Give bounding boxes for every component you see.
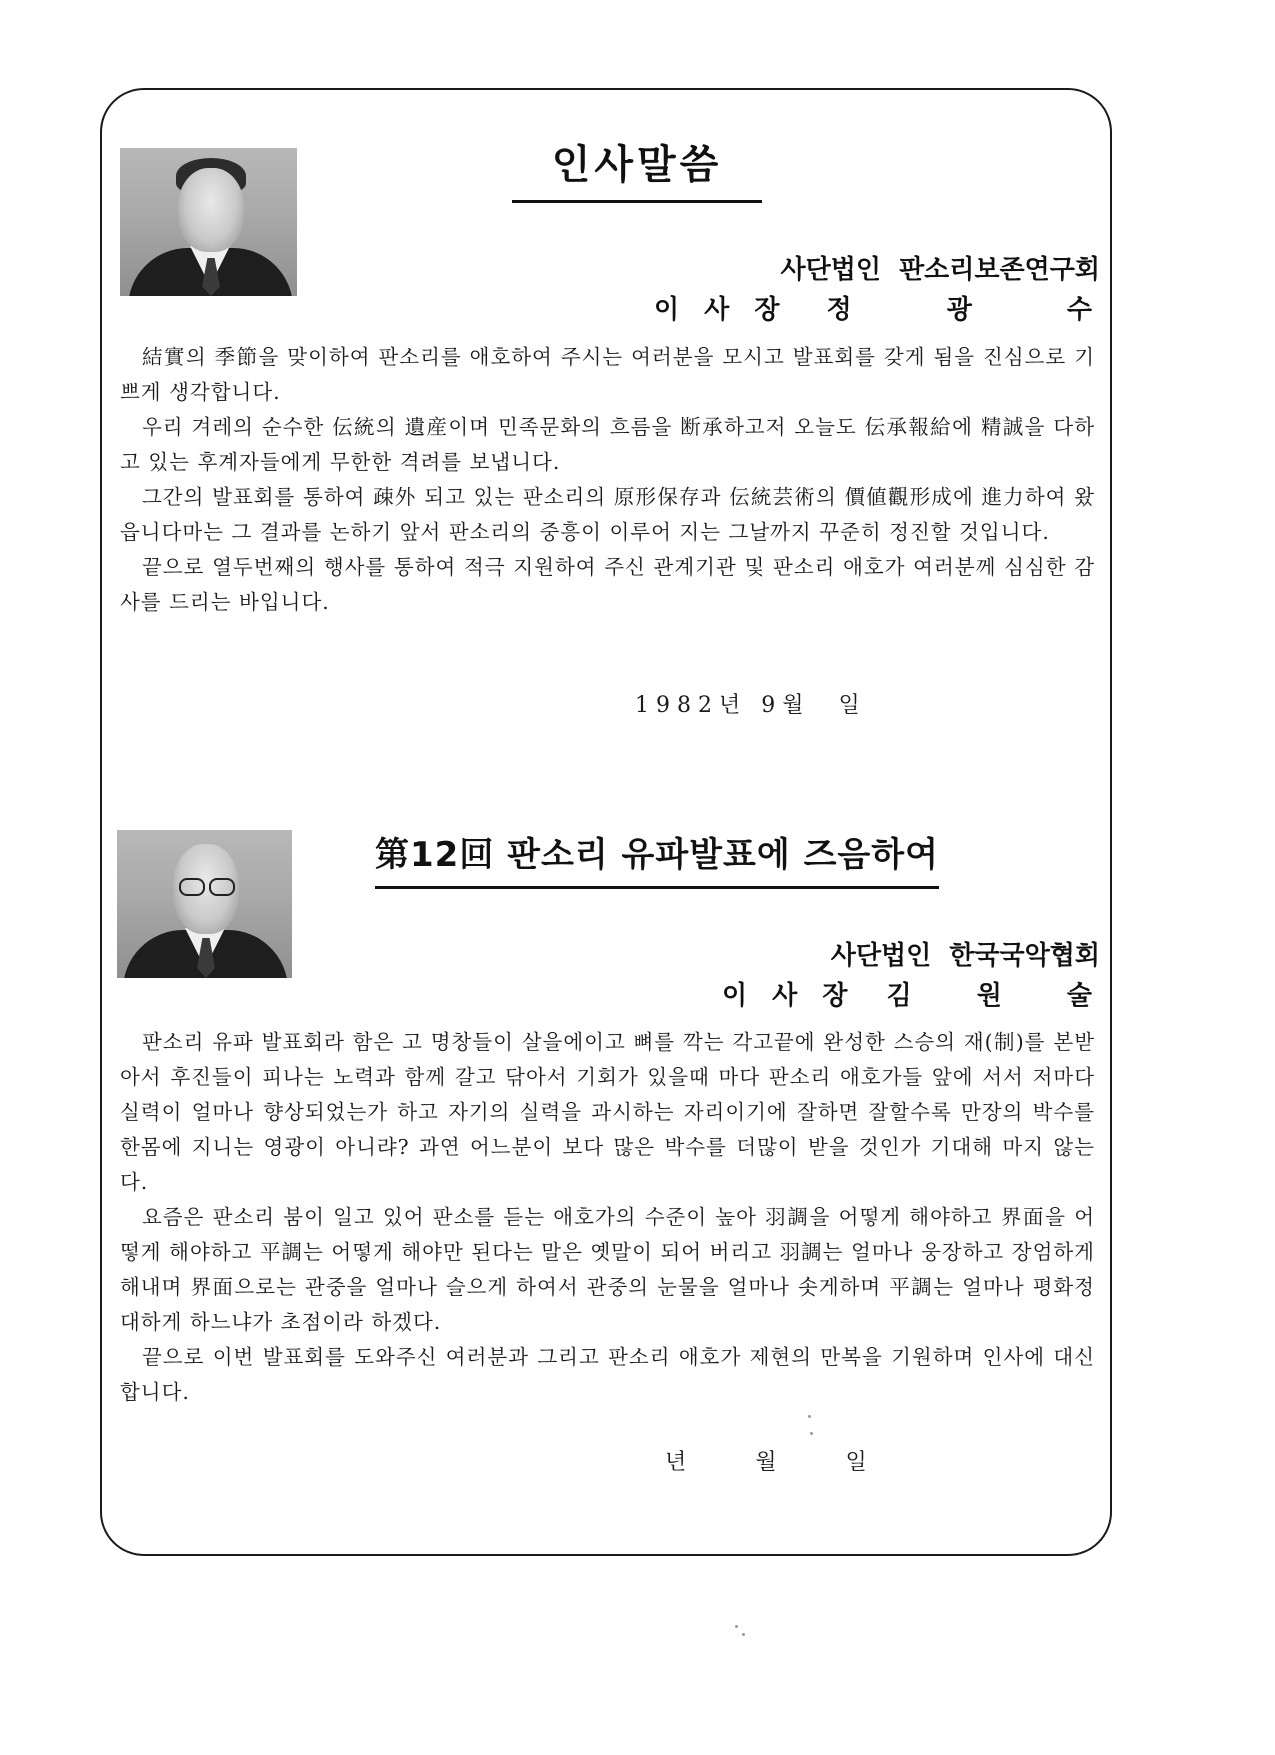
portrait-photo-chairman-1	[120, 148, 297, 296]
portrait-photo-chairman-2	[117, 830, 292, 978]
greeting-paragraph: 끝으로 열두번째의 행사를 통하여 적극 지원하여 주신 관계기관 및 판소리 애호가 여러분께 심심한 감사를 드리는 바입니다.	[120, 555, 1095, 614]
address-name-2: 원	[976, 981, 1010, 1011]
address-date-day: 일	[845, 1450, 874, 1475]
scan-speck	[735, 1625, 738, 1628]
greeting-byline	[654, 250, 1100, 330]
address-name-1: 김	[886, 981, 920, 1011]
address-name-3: 술	[1066, 981, 1100, 1011]
scan-speck	[808, 1415, 811, 1418]
address-date	[665, 1445, 874, 1476]
greeting-name-3: 수	[1066, 295, 1100, 325]
greeting-title: 인사말씀	[512, 133, 762, 203]
greeting-role: 이 사 장	[653, 295, 788, 325]
greeting-name-2: 광	[946, 295, 980, 325]
scan-speck	[742, 1633, 745, 1636]
greeting-paragraph: 그간의 발표회를 통하여 疎外 되고 있는 판소리의 原形保存과 伝統芸術의 價値觀形成에 進力하여 왔읍니다마는 그 결과를 논하기 앞서 판소리의 중흥이 이루어 지는 그날까지 꾸준히 정진할 것입니다.	[120, 485, 1095, 544]
address-chairman	[722, 976, 1100, 1016]
greeting-paragraph: 우리 겨레의 순수한 伝統의 遺産이며 민족문화의 흐름을 断承하고저 오늘도 伝承報給에 精誠을 다하고 있는 후계자들에게 무한한 격려를 보냅니다.	[120, 415, 1095, 474]
greeting-chairman	[654, 290, 1100, 330]
scan-speck	[810, 1432, 813, 1435]
address-paragraph: 끝으로 이번 발표회를 도와주신 여러분과 그리고 판소리 애호가 제현의 만복을 기원하며 인사에 대신합니다.	[120, 1345, 1095, 1404]
greeting-date: 1982년 9월 일	[635, 693, 867, 718]
address-body	[120, 1025, 1095, 1410]
greeting-body	[120, 340, 1095, 620]
address-date-month: 월	[755, 1450, 784, 1475]
address-role: 이 사 장	[721, 981, 856, 1011]
greeting-org: 사단법인 판소리보존연구회	[780, 255, 1100, 285]
address-paragraph: 판소리 유파 발표회라 함은 고 명창들이 살을에이고 뼈를 깍는 각고끝에 완성한 스승의 재(制)를 본받아서 후진들이 피나는 노력과 함께 갈고 닦아서 기회가 있을때 마다 판소리 애호가들 앞에 서서 저마다 실력이 얼마나 향상되었는가 하고 자기의 실력을 과시하는 자리이기에 잘하면 잘할수록 만장의 박수를 한몸에 지니는 영광이 아니랴? 과연 어느분이 보다 많은 박수를 더많이 받을 것인가 기대해 마지 않는다.	[120, 1030, 1095, 1194]
address-paragraph: 요즘은 판소리 붐이 일고 있어 판소를 듣는 애호가의 수준이 높아 羽調을 어떻게 해야하고 界面을 어떻게 해야하고 平調는 어떻게 해야만 된다는 말은 옛말이 되어 버리고 羽調는 얼마나 웅장하고 장엄하게 해내며 界面으로는 관중을 얼마나 슬으게 하여서 관중의 눈물을 얼마나 솟게하며 平調는 얼마나 평화정대하게 하느냐가 초점이라 하겠다.	[120, 1205, 1095, 1334]
address-date-year: 년	[665, 1450, 694, 1475]
greeting-name-1: 정	[826, 295, 860, 325]
address-byline	[722, 936, 1100, 1016]
address-title: 第12回 판소리 유파발표에 즈음하여	[375, 827, 939, 889]
address-org: 사단법인 한국국악협회	[830, 941, 1100, 971]
greeting-paragraph: 結實의 季節을 맞이하여 판소리를 애호하여 주시는 여러분을 모시고 발표회를 갖게 됨을 진심으로 기쁘게 생각합니다.	[120, 345, 1095, 404]
